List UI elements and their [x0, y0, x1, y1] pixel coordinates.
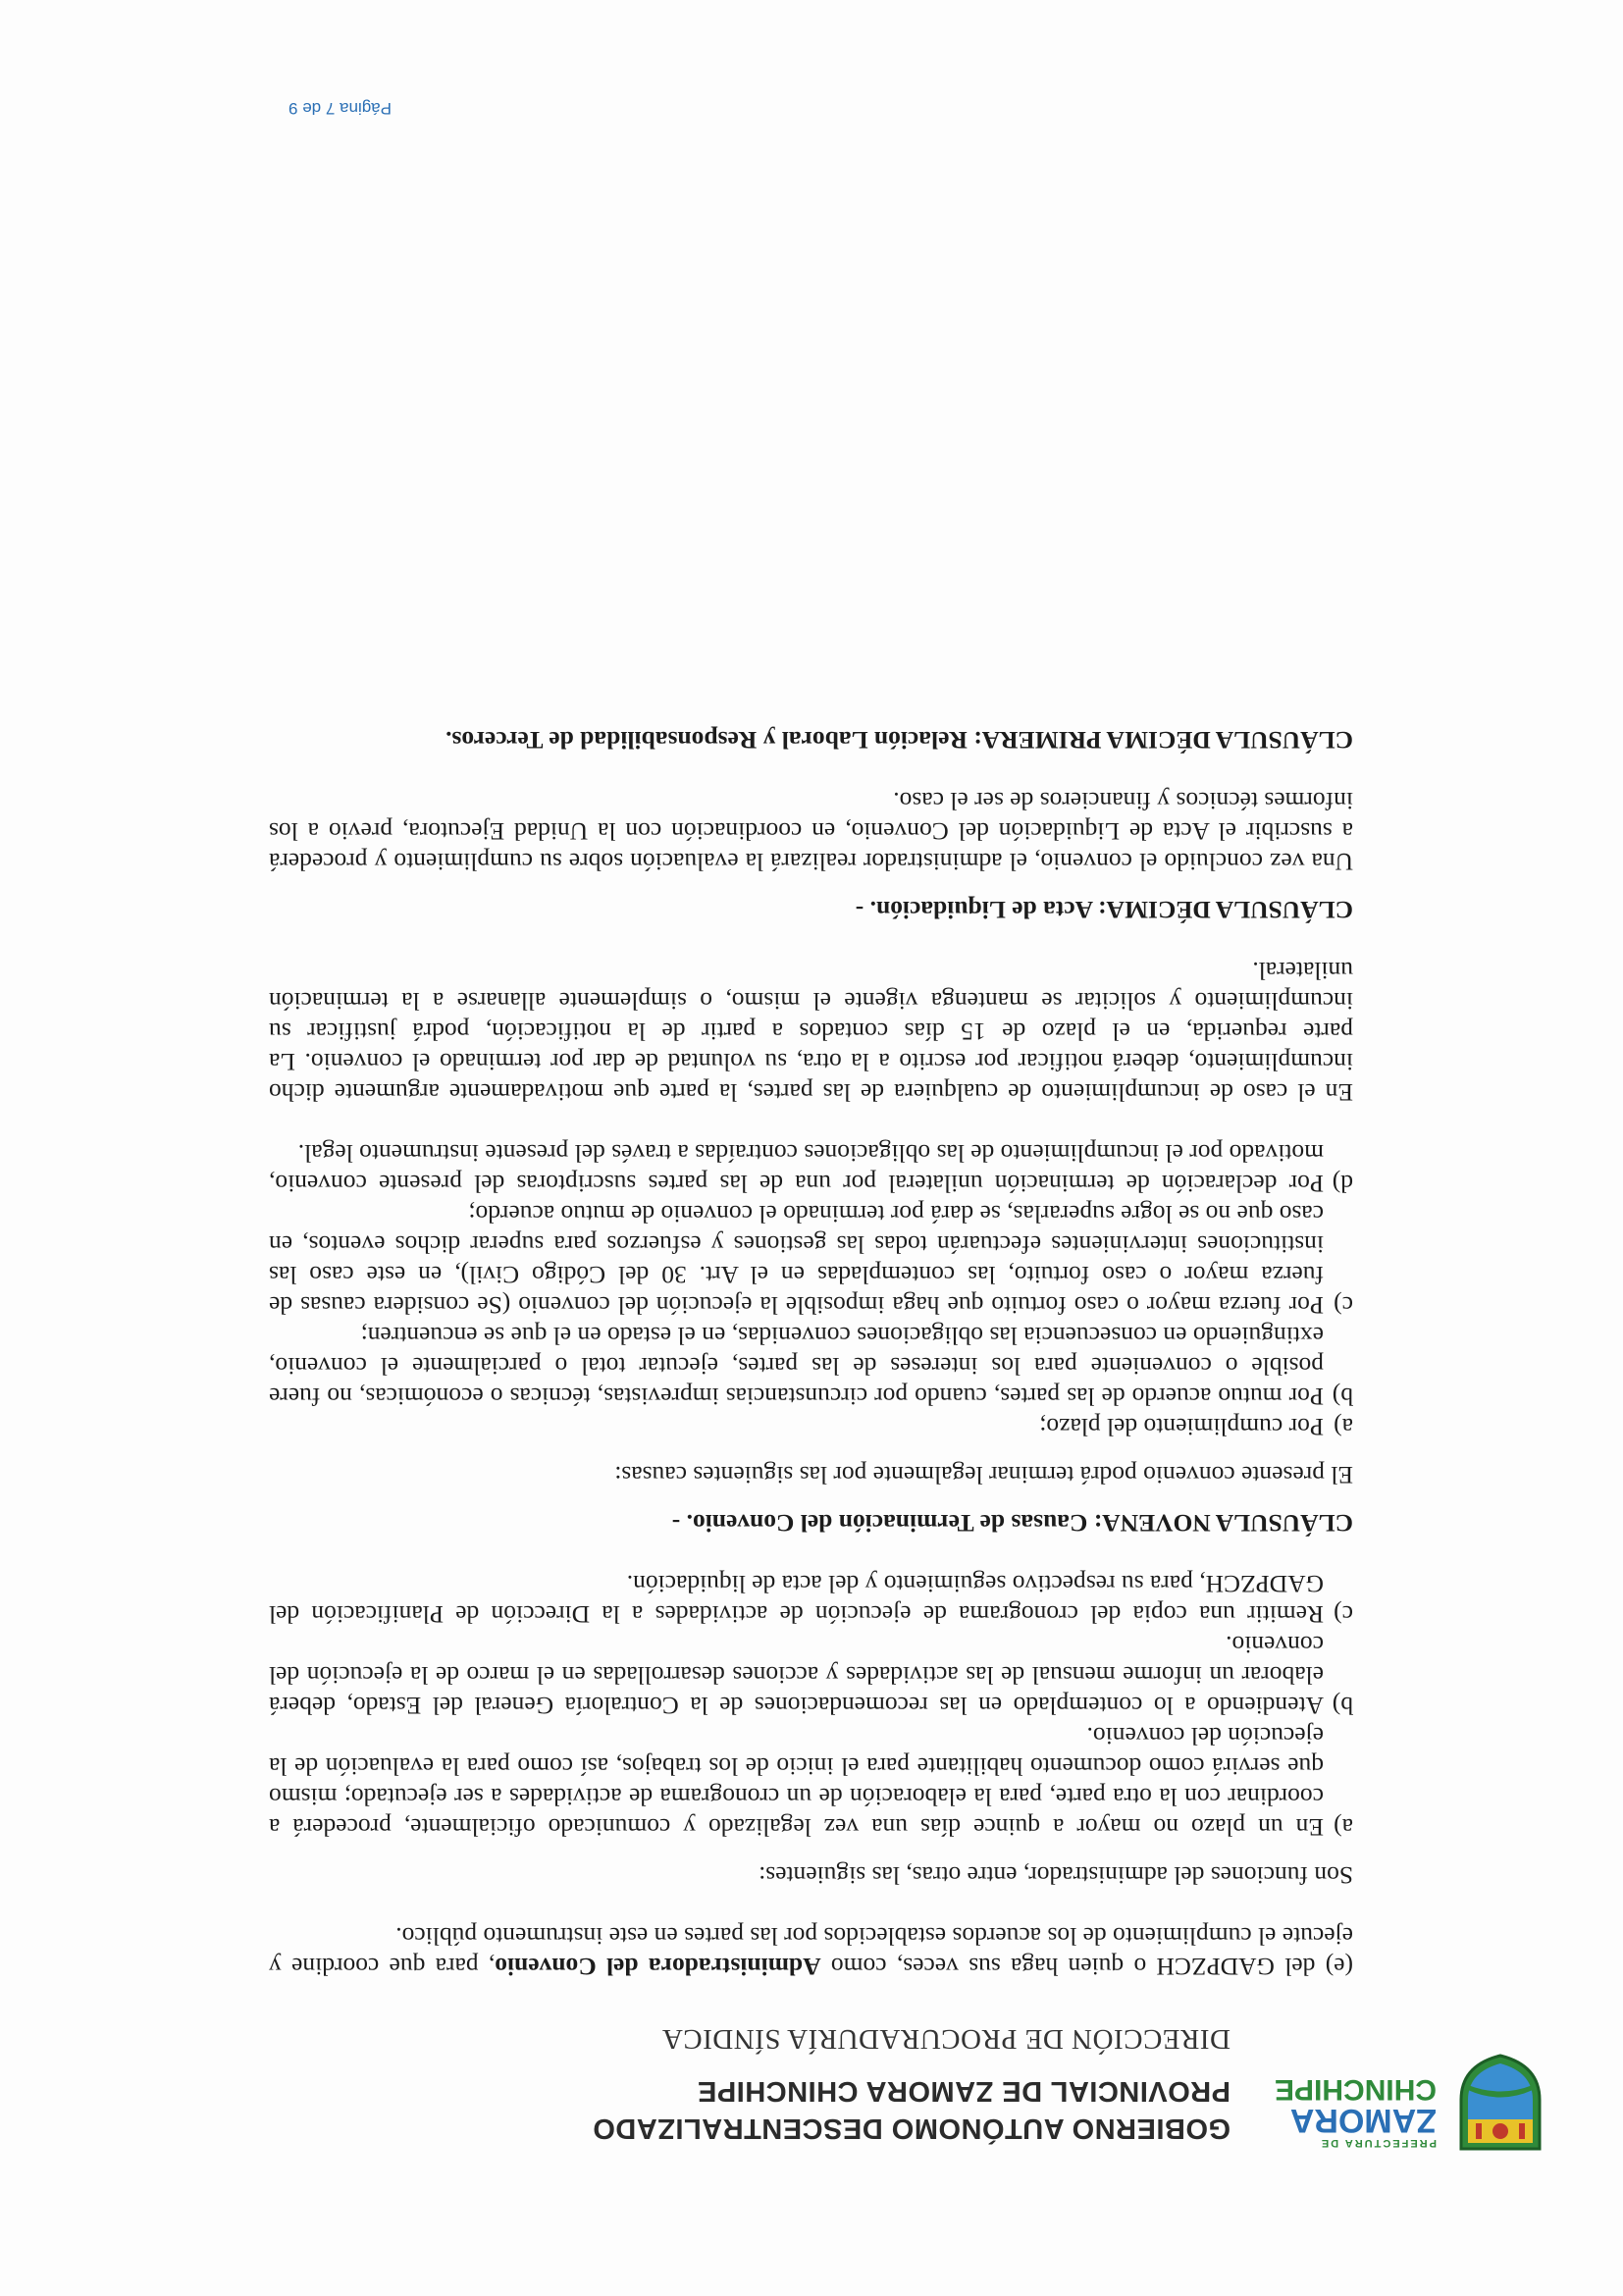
- brand-line-2: CHINCHIPE: [1274, 2073, 1437, 2106]
- letterhead: [0, 2023, 1623, 2296]
- brand-prefix: PREFECTURA DE: [1319, 2137, 1437, 2149]
- list-text: Por declaración de terminación unilateral por una de las partes suscriptoras del presente convenio, motivado por el incumplimiento de las obligaciones contraídas a través del presente instrumento legal.: [269, 1139, 1324, 1198]
- list-marker: c): [1334, 1600, 1353, 1629]
- clause-10-paragraph: Una vez concluido el convenio, el administrador realizará la evaluación sobre su cumplimiento y procederá a suscribir el Acta de Liquidación del Convenio, en coordinación con la Unidad Ejecutora, previo a los informes técnicos y financieros de ser el caso.: [269, 787, 1353, 876]
- list-item: [269, 1199, 1353, 1321]
- department-name: DIRECCIÓN DE PROCURADURÍA SÍNDICA: [661, 2023, 1230, 2055]
- list-text: Remitir una copia del cronograma de ejecución de actividades a la Dirección de Planificación del GADPZCH, para su respectivo seguimiento y del acta de liquidación.: [269, 1570, 1324, 1629]
- clause-9-lead: El presente convenio podrá terminar legalmente por las siguientes causas:: [614, 1461, 1353, 1489]
- list-item: [269, 1569, 1353, 1630]
- list-item: [269, 1138, 1353, 1199]
- brand-line-1: ZAMORA: [1289, 2102, 1437, 2139]
- page-number: Página 7 de 9: [288, 99, 392, 118]
- clause-10-title: CLÁUSULA DÉCIMA: Acta de Liquidación. -: [855, 896, 1353, 924]
- list-marker: b): [1332, 1692, 1353, 1720]
- list-text: Por mutuo acuerdo de las partes, cuando por circunstancias imprevistas, técnicas o económicas, no fuere posible o conveniente para los intereses de las partes, ejecutar total o parcialmente el convenio, extinguiendo en consecuencia las obligaciones convenidas, en el estado en el que se encuentren;: [269, 1322, 1324, 1411]
- causes-list: [269, 1138, 1353, 1442]
- brand-logo: [1230, 2074, 1437, 2149]
- list-text: Atendiendo a lo contemplado en las recomendaciones de la Contraloría General del Estado, deberá elaborar un informe mensual de las actividades y acciones desarrolladas en el marco de la ejecución del convenio.: [269, 1631, 1324, 1720]
- intro-text-1: (e) del GADPZCH o quien haga sus veces, como: [820, 1953, 1353, 1981]
- list-marker: a): [1334, 1413, 1353, 1441]
- institution-line-2: PROVINCIAL DE ZAMORA CHINCHIPE: [697, 2075, 1230, 2107]
- list-item: [269, 1630, 1353, 1721]
- list-marker: d): [1332, 1170, 1353, 1198]
- list-marker: c): [1334, 1291, 1353, 1320]
- intro-paragraph: [269, 1921, 1353, 1982]
- provincial-seal-icon: [1446, 2051, 1554, 2159]
- institution-line-1: GOBIERNO AUTÓNOMO DESCENTRALIZADO: [592, 2113, 1230, 2144]
- list-marker: b): [1332, 1383, 1353, 1411]
- clause-11-title: CLÁUSULA DÉCIMA PRIMERA: Relación Laboral y Responsabilidad de Terceros.: [445, 726, 1353, 755]
- breach-paragraph: En el caso de incumplimiento de cualquiera de las partes, la parte que motivadamente argumente dicho incumplimiento, deberá notificar por escrito a la otra, su voluntad de dar por terminado el convenio. La parte requerida, en el plazo de 15 días contados a partir de la notificación, podrá justificar su incumplimiento y solicitar se mantenga vigente el mismo, o simplemente allanarse a la terminación unilateral.: [269, 957, 1353, 1107]
- intro-text-2: , para que coordine y ejecute el cumplimiento de los acuerdos establecidos por las partes en este instrumento público.: [269, 1922, 1353, 1981]
- intro-bold: Administradora del Convenio: [495, 1953, 821, 1981]
- list-text: En un plazo no mayor a quince días una vez legalizado y comunicado oficialmente, procederá a coordinar con la otra parte, para la elaboración de un cronograma de actividades a ser ejecutado; mismo que servirá como documento habilitante para el inicio de los trabajos, así como para la evaluación de la ejecución del convenio.: [269, 1722, 1324, 1842]
- list-text: Por fuerza mayor o caso fortuito que haga imposible la ejecución del convenio (Se considera causas de fuerza mayor o caso fortuito, las contempladas en el Art. 30 del Código Civil), en este caso las instituciones intervinientes efectuarán todas las gestiones y esfuerzos para superar dichos eventos, en caso que no se logre superarlas, se dará por terminado el convenio de mutuo acuerdo;: [269, 1200, 1324, 1320]
- list-marker: a): [1334, 1813, 1353, 1842]
- list-text: Por cumplimiento del plazo;: [1039, 1413, 1324, 1441]
- clause-9-title: CLÁUSULA NOVENA: Causas de Terminación del Convenio. -: [671, 1509, 1353, 1538]
- document-body: [269, 707, 1353, 1982]
- list-item: [269, 1321, 1353, 1412]
- list-item: [269, 1412, 1353, 1442]
- functions-lead: Son funciones del administrador, entre otras, las siguientes:: [759, 1861, 1353, 1890]
- functions-list: [269, 1569, 1353, 1843]
- institution-name: [200, 2072, 1230, 2147]
- list-item: [269, 1721, 1353, 1843]
